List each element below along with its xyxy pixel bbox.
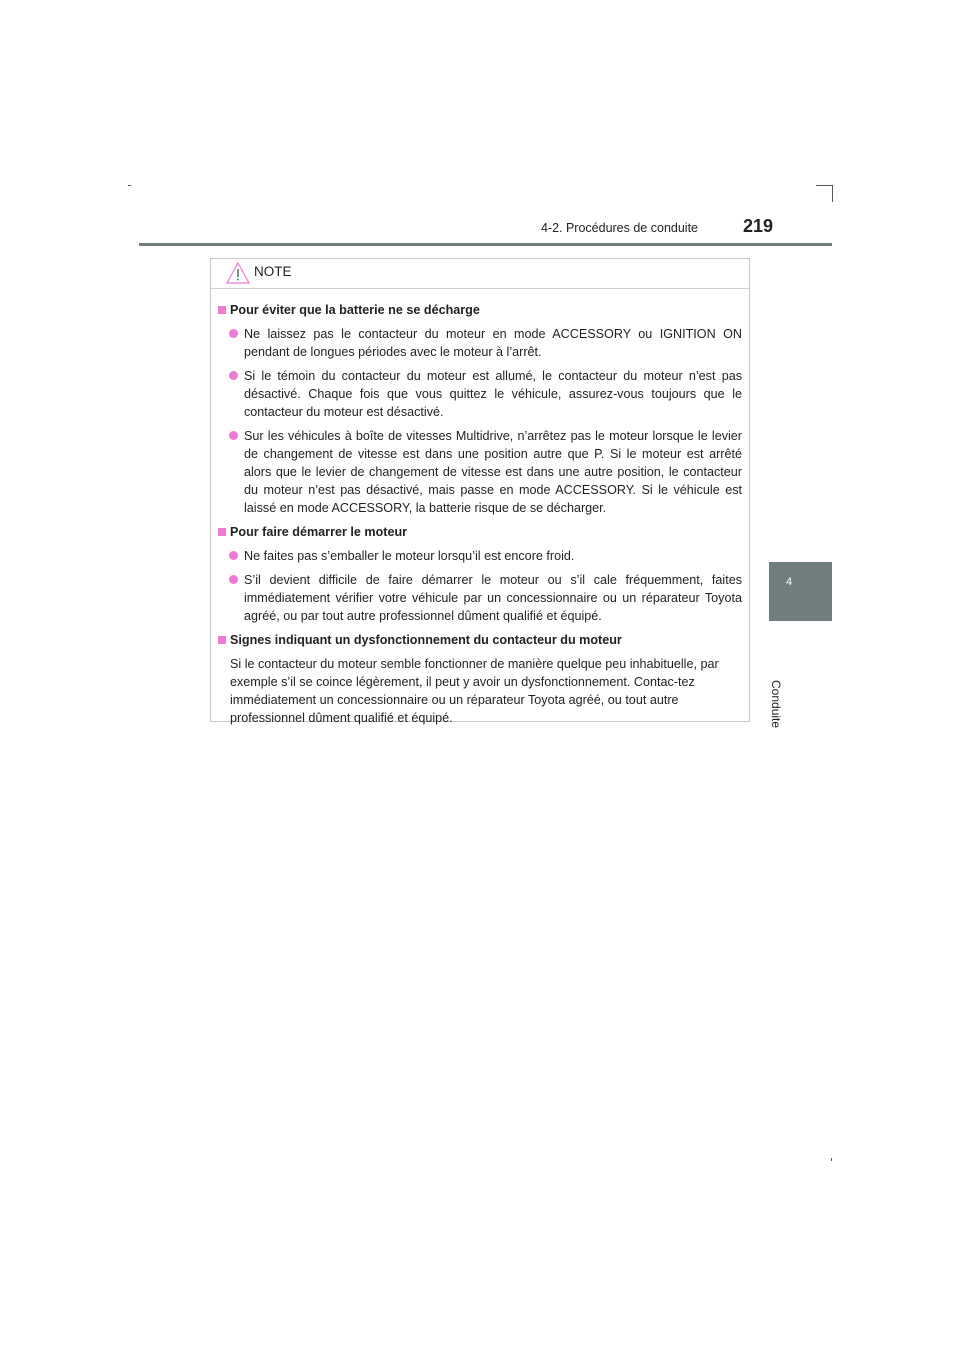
list-item-text: S’il devient difficile de faire démarrer le moteur ou s’il cale fréquemment, faites immédiatement vérifier votre véhicule par un concessionnaire ou un réparateur Toyota agréé, ou par tout autre professionnel dûment qualifié et équipé. [244,573,742,623]
list-item [218,571,742,625]
note-body [211,289,749,727]
note-box [210,258,750,725]
section-title: 4-2. Procédures de conduite [540,221,698,235]
square-bullet-icon [218,636,226,644]
list-item [218,427,742,517]
round-bullet-icon [229,431,238,440]
list-item-text: Si le témoin du contacteur du moteur est allumé, le contacteur du moteur n’est pas désactivé. Chaque fois que vous quittez le véhicule, assurez-vous toujours que le contacteur du moteur est désactivé. [244,369,742,419]
warning-triangle-icon [225,261,251,285]
note-header [211,259,749,289]
round-bullet-icon [229,575,238,584]
list-item [218,367,742,421]
square-bullet-icon [218,306,226,314]
section-heading [218,301,742,319]
page-number: 219 [743,216,774,236]
crop-mark-top-right-v [832,185,833,202]
section-heading-text: Signes indiquant un dysfonctionnement du contacteur du moteur [230,633,622,647]
list-item-text: Sur les véhicules à boîte de vitesses Multidrive, n’arrêtez pas le moteur lorsque le levier de changement de vitesse est dans une position autre que P. Si le moteur est arrêté alors que le levier de changement de vitesse est dans une autre position, le contacteur du moteur n’est pas désactivé, mais passe en mode ACCESSORY. Si le véhicule est laissé en mode ACCESSORY, la batterie risque de se décharger. [244,429,742,515]
crop-mark-top-left [128,185,131,186]
list-item [218,325,742,361]
section-heading-text: Pour faire démarrer le moteur [230,525,408,539]
section-paragraph: Si le contacteur du moteur semble fonctionner de manière quelque peu inhabituelle, par exemple s’il se coince légèrement, il peut y avoir un dysfonctionnement. Contac-tez immédiatement un concessionnaire ou un réparateur Toyota agréé, ou tout autre professionnel dûment qualifié et équipé. [230,657,719,725]
chapter-tab-label: Conduite [769,680,783,729]
section-heading [218,523,742,541]
round-bullet-icon [229,371,238,380]
section-heading [218,631,742,649]
round-bullet-icon [229,551,238,560]
note-title: NOTE [254,264,292,279]
list-item-text: Ne faites pas s’emballer le moteur lorsqu’il est encore froid. [244,549,575,563]
chapter-tab [769,562,832,621]
crop-mark-bottom-right [831,1158,832,1161]
section-heading-text: Pour éviter que la batterie ne se décharge [230,303,480,317]
header-rule [139,243,832,246]
chapter-tab-number: 4 [786,576,793,588]
round-bullet-icon [229,329,238,338]
list-item [218,547,742,565]
list-item-text: Ne laissez pas le contacteur du moteur en mode ACCESSORY ou IGNITION ON pendant de longues périodes avec le moteur à l’arrêt. [244,327,742,359]
crop-mark-top-right-h [816,185,833,186]
square-bullet-icon [218,528,226,536]
